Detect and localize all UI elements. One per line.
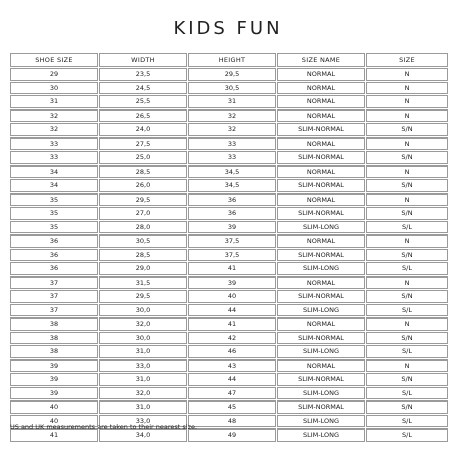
cell-size: N: [366, 95, 448, 108]
table-row: [10, 387, 448, 400]
table-row: [10, 109, 448, 123]
cell-height: 42: [188, 332, 276, 345]
cell-width: 32,0: [99, 317, 187, 331]
cell-size-name: SLIM-LONG: [277, 304, 365, 317]
cell-height: 43: [188, 359, 276, 373]
cell-size-name: SLIM-NORMAL: [277, 400, 365, 414]
cell-size: S/N: [366, 179, 448, 192]
table-row: [10, 221, 448, 234]
cell-width: 32,0: [99, 387, 187, 400]
cell-shoe-size: 32: [10, 109, 98, 123]
cell-height: 32: [188, 109, 276, 123]
cell-size: S/N: [366, 123, 448, 136]
cell-shoe-size: 37: [10, 304, 98, 317]
cell-size-name: NORMAL: [277, 109, 365, 123]
cell-width: 30,0: [99, 332, 187, 345]
cell-width: 25,0: [99, 151, 187, 164]
table-row: [10, 304, 448, 317]
cell-shoe-size: 35: [10, 207, 98, 220]
cell-shoe-size: 36: [10, 234, 98, 248]
cell-height: 34,5: [188, 165, 276, 179]
cell-shoe-size: 34: [10, 179, 98, 192]
cell-shoe-size: 39: [10, 359, 98, 373]
cell-size: N: [366, 68, 448, 81]
cell-size: S/N: [366, 151, 448, 164]
cell-shoe-size: 41: [10, 428, 98, 442]
cell-height: 39: [188, 276, 276, 290]
cell-height: 36: [188, 193, 276, 207]
cell-width: 24,5: [99, 82, 187, 95]
cell-height: 41: [188, 317, 276, 331]
cell-height: 30,5: [188, 82, 276, 95]
cell-size-name: SLIM-LONG: [277, 221, 365, 234]
column-header-shoe-size: SHOE SIZE: [10, 53, 98, 67]
cell-shoe-size: 33: [10, 137, 98, 151]
cell-shoe-size: 30: [10, 82, 98, 95]
cell-height: 29,5: [188, 68, 276, 81]
table-row: [10, 359, 448, 373]
table-row: [10, 400, 448, 414]
table-row: [10, 165, 448, 179]
cell-size-name: SLIM-NORMAL: [277, 123, 365, 136]
cell-size: S/N: [366, 290, 448, 303]
cell-size-name: NORMAL: [277, 95, 365, 108]
cell-size-name: NORMAL: [277, 165, 365, 179]
cell-size-name: SLIM-NORMAL: [277, 332, 365, 345]
cell-size-name: NORMAL: [277, 68, 365, 81]
size-table: [9, 52, 449, 443]
cell-shoe-size: 37: [10, 276, 98, 290]
cell-size: N: [366, 109, 448, 123]
table-row: [10, 332, 448, 345]
table-row: [10, 137, 448, 151]
cell-shoe-size: 35: [10, 193, 98, 207]
cell-height: 31: [188, 95, 276, 108]
cell-size: S/L: [366, 221, 448, 234]
cell-size-name: NORMAL: [277, 137, 365, 151]
cell-size-name: SLIM-LONG: [277, 415, 365, 428]
cell-height: 44: [188, 304, 276, 317]
cell-height: 36: [188, 207, 276, 220]
table-row: [10, 82, 448, 95]
cell-shoe-size: 36: [10, 262, 98, 275]
table-header-row: [10, 53, 448, 67]
page-title: KIDS FUN: [173, 18, 283, 39]
cell-size-name: SLIM-LONG: [277, 387, 365, 400]
cell-height: 39: [188, 221, 276, 234]
cell-width: 26,0: [99, 179, 187, 192]
column-header-height: HEIGHT: [188, 53, 276, 67]
table-row: [10, 373, 448, 386]
table-row: [10, 234, 448, 248]
cell-size: S/L: [366, 345, 448, 358]
table-row: [10, 276, 448, 290]
cell-size-name: SLIM-LONG: [277, 262, 365, 275]
cell-width: 29,5: [99, 290, 187, 303]
cell-size-name: NORMAL: [277, 317, 365, 331]
cell-size: S/N: [366, 207, 448, 220]
table-row: [10, 249, 448, 262]
table-row: [10, 68, 448, 81]
table-row: [10, 290, 448, 303]
cell-size-name: NORMAL: [277, 276, 365, 290]
cell-shoe-size: 36: [10, 249, 98, 262]
cell-width: 30,0: [99, 304, 187, 317]
cell-width: 25,5: [99, 95, 187, 108]
cell-size-name: SLIM-NORMAL: [277, 373, 365, 386]
cell-height: 47: [188, 387, 276, 400]
cell-size: S/L: [366, 387, 448, 400]
table-row: [10, 262, 448, 275]
column-header-size-name: SIZE NAME: [277, 53, 365, 67]
cell-size: N: [366, 193, 448, 207]
cell-size: N: [366, 234, 448, 248]
cell-height: 41: [188, 262, 276, 275]
cell-size: S/N: [366, 373, 448, 386]
cell-shoe-size: 39: [10, 387, 98, 400]
cell-size: N: [366, 137, 448, 151]
cell-width: 30,5: [99, 234, 187, 248]
cell-width: 27,5: [99, 137, 187, 151]
cell-size-name: NORMAL: [277, 234, 365, 248]
table-row: [10, 123, 448, 136]
cell-height: 48: [188, 415, 276, 428]
cell-shoe-size: 39: [10, 373, 98, 386]
cell-size-name: SLIM-LONG: [277, 345, 365, 358]
cell-shoe-size: 38: [10, 332, 98, 345]
cell-shoe-size: 40: [10, 415, 98, 428]
table-row: [10, 207, 448, 220]
cell-size-name: SLIM-NORMAL: [277, 151, 365, 164]
cell-size: N: [366, 165, 448, 179]
column-header-size: SIZE: [366, 53, 448, 67]
cell-height: 45: [188, 400, 276, 414]
cell-shoe-size: 29: [10, 68, 98, 81]
cell-width: 34,0: [99, 428, 187, 442]
cell-size: S/N: [366, 249, 448, 262]
cell-height: 46: [188, 345, 276, 358]
cell-shoe-size: 34: [10, 165, 98, 179]
table-row: [10, 345, 448, 358]
cell-shoe-size: 37: [10, 290, 98, 303]
cell-shoe-size: 35: [10, 221, 98, 234]
cell-width: 26,5: [99, 109, 187, 123]
cell-height: 40: [188, 290, 276, 303]
column-header-width: WIDTH: [99, 53, 187, 67]
cell-height: 34,5: [188, 179, 276, 192]
cell-height: 33: [188, 137, 276, 151]
table-row: [10, 193, 448, 207]
cell-width: 28,0: [99, 221, 187, 234]
cell-size-name: NORMAL: [277, 82, 365, 95]
table-row: [10, 151, 448, 164]
cell-shoe-size: 38: [10, 345, 98, 358]
cell-size-name: NORMAL: [277, 193, 365, 207]
cell-size-name: SLIM-NORMAL: [277, 179, 365, 192]
cell-shoe-size: 33: [10, 151, 98, 164]
cell-width: 24,0: [99, 123, 187, 136]
cell-size-name: SLIM-NORMAL: [277, 207, 365, 220]
cell-size: N: [366, 317, 448, 331]
cell-width: 31,0: [99, 373, 187, 386]
cell-height: 37,5: [188, 234, 276, 248]
cell-size: S/N: [366, 400, 448, 414]
cell-size: S/L: [366, 262, 448, 275]
cell-width: 31,0: [99, 400, 187, 414]
cell-width: 28,5: [99, 165, 187, 179]
cell-size-name: NORMAL: [277, 359, 365, 373]
cell-height: 49: [188, 428, 276, 442]
cell-shoe-size: 32: [10, 123, 98, 136]
cell-width: 31,0: [99, 345, 187, 358]
cell-width: 31,5: [99, 276, 187, 290]
cell-size-name: SLIM-NORMAL: [277, 249, 365, 262]
cell-shoe-size: 38: [10, 317, 98, 331]
table-row: [10, 317, 448, 331]
cell-width: 29,0: [99, 262, 187, 275]
cell-size: N: [366, 359, 448, 373]
table-body: [10, 68, 448, 442]
cell-size: S/L: [366, 428, 448, 442]
footnote: US and UK measurements are taken to their nearest size.: [10, 423, 198, 431]
cell-size: N: [366, 276, 448, 290]
cell-height: 33: [188, 151, 276, 164]
cell-size-name: SLIM-LONG: [277, 428, 365, 442]
cell-size-name: SLIM-NORMAL: [277, 290, 365, 303]
cell-size: S/L: [366, 304, 448, 317]
cell-size: S/L: [366, 415, 448, 428]
cell-width: 33,0: [99, 359, 187, 373]
table-row: [10, 179, 448, 192]
cell-width: 28,5: [99, 249, 187, 262]
cell-height: 44: [188, 373, 276, 386]
cell-size: N: [366, 82, 448, 95]
cell-width: 23,5: [99, 68, 187, 81]
cell-shoe-size: 31: [10, 95, 98, 108]
cell-height: 37,5: [188, 249, 276, 262]
cell-size: S/N: [366, 332, 448, 345]
table-row: [10, 95, 448, 108]
cell-width: 29,5: [99, 193, 187, 207]
cell-width: 27,0: [99, 207, 187, 220]
cell-shoe-size: 40: [10, 400, 98, 414]
cell-width: 33,0: [99, 415, 187, 428]
cell-height: 32: [188, 123, 276, 136]
